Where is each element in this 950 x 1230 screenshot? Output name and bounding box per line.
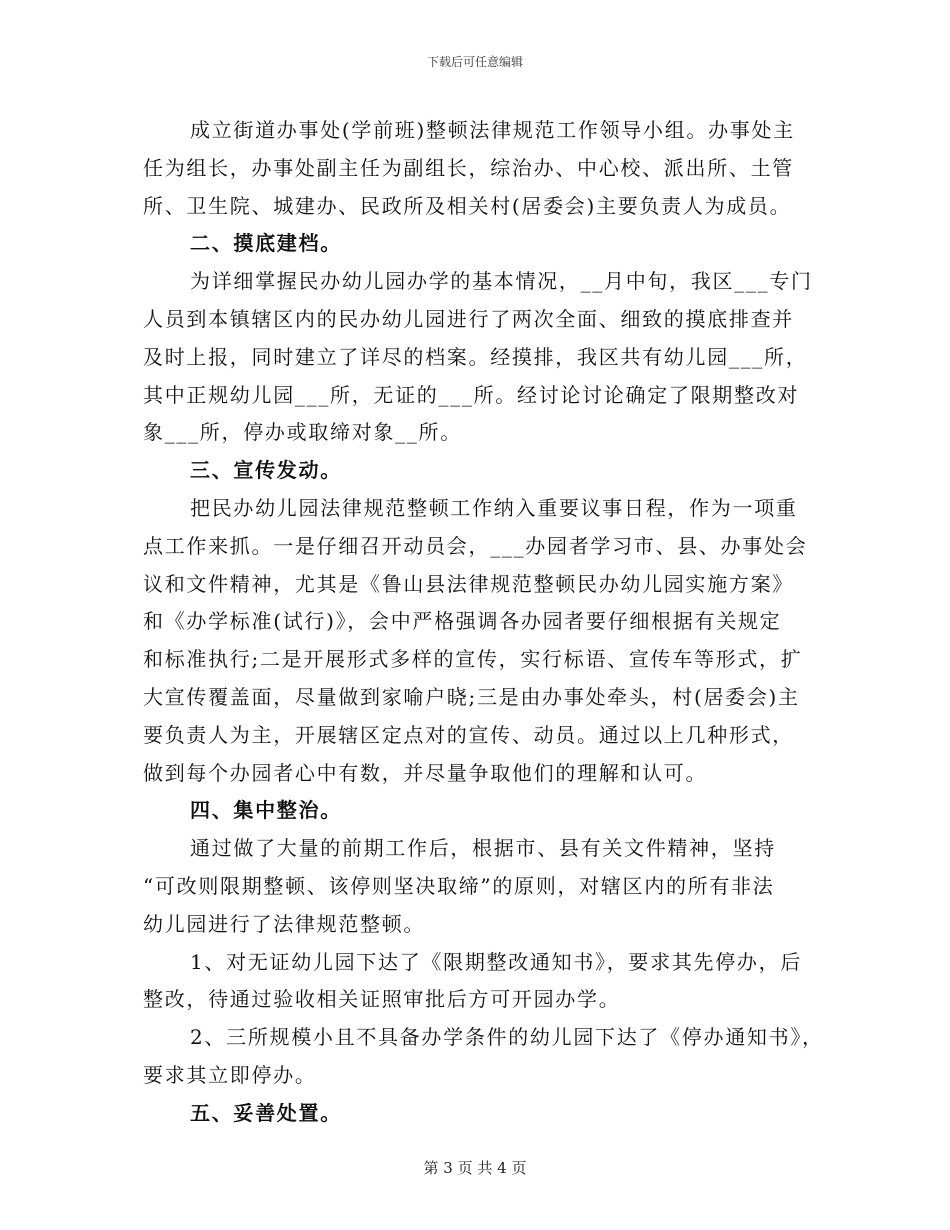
section-heading: 二、摸底建档。	[190, 231, 342, 256]
body-line: 所、卫生院、城建办、民政所及相关村(居委会)主要负责人为成员。	[143, 193, 792, 218]
body-line: 人员到本镇辖区内的民办幼儿园进行了两次全面、细致的摸底排查并	[143, 306, 794, 331]
body-line: 要负责人为主，开展辖区定点对的宣传、动员。通过以上几种形式，	[143, 722, 794, 747]
section-heading: 四、集中整治。	[190, 798, 342, 823]
body-line: 成立街道办事处(学前班)整顿法律规范工作领导小组。办事处主	[190, 118, 795, 142]
body-line: 及时上报，同时建立了详尽的档案。经摸排，我区共有幼儿园___所，	[143, 344, 808, 369]
body-line: 整改，待通过验收相关证照审批后方可开园办学。	[143, 987, 621, 1012]
page-footer: 第 3 页 共 4 页	[423, 1159, 527, 1177]
body-line: 大宣传覆盖面，尽量做到家喻户晓;三是由办事处牵头，村(居委会)主	[143, 684, 800, 709]
body-line: 2、三所规模小且不具备办学条件的幼儿园下达了《停办通知书》，	[190, 1025, 824, 1050]
body-line: 1、对无证幼儿园下达了《限期整改通知书》，要求其先停办，后	[190, 949, 803, 974]
body-line: 象___所，停办或取缔对象__所。	[143, 420, 462, 445]
body-line: 议和文件精神，尤其是《鲁山县法律规范整顿民办幼儿园实施方案》	[143, 571, 794, 596]
body-line: 其中正规幼儿园___所，无证的___所。经讨论讨论确定了限期整改对	[143, 382, 800, 407]
body-line: 和标准执行;二是开展形式多样的宣传，实行标语、宣传车等形式，扩	[143, 647, 803, 672]
body-line: 任为组长，办事处副主任为副组长，综治办、中心校、派出所、土管	[143, 155, 794, 180]
body-line: 点工作来抓。一是仔细召开动员会，___办园者学习市、县、办事处会	[143, 533, 808, 558]
body-line: “可改则限期整顿、该停则坚决取缔”的原则，对辖区内的所有非法	[143, 873, 775, 898]
body-line: 幼儿园进行了法律规范整顿。	[143, 911, 426, 936]
page-header: 下载后可任意编辑	[426, 55, 523, 69]
document-body	[143, 112, 824, 1133]
body-line: 为详细掌握民办幼儿园办学的基本情况，__月中旬，我区___专门	[190, 269, 813, 294]
section-heading: 五、妥善处置。	[190, 1100, 342, 1125]
body-line: 要求其立即停办。	[143, 1062, 317, 1087]
body-line: 通过做了大量的前期工作后，根据市、县有关文件精神，坚持	[190, 836, 776, 861]
body-line: 把民办幼儿园法律规范整顿工作纳入重要议事日程，作为一项重	[190, 495, 798, 520]
body-line: 做到每个办园者心中有数，并尽量争取他们的理解和认可。	[143, 760, 708, 785]
body-line: 和《办学标准(试行)》，会中严格强调各办园者要仔细根据有关规定	[143, 609, 782, 634]
section-heading: 三、宣传发动。	[190, 458, 342, 483]
